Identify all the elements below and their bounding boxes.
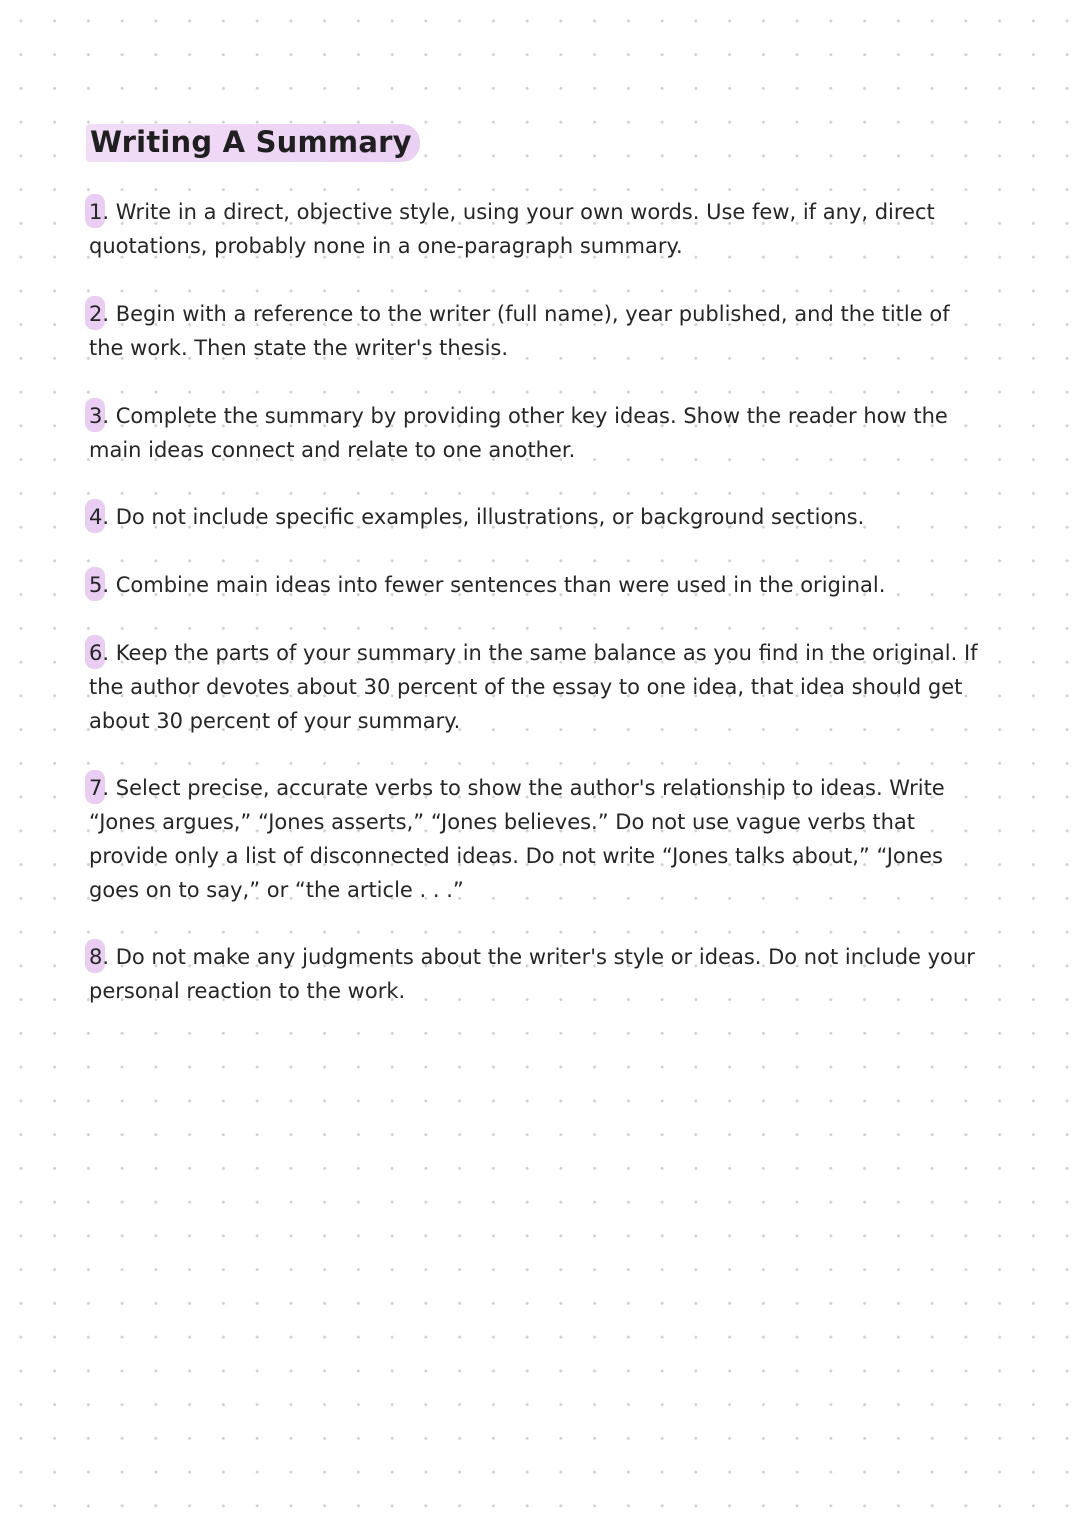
rule-number: 1. — [89, 195, 109, 229]
rule-text: Do not include specific examples, illustrations, or background sections. — [115, 505, 865, 529]
page-title: Writing A Summary — [86, 124, 420, 162]
rule-text: Write in a direct, objective style, using your own words. Use few, if any, direct quotations, probably none in a one-paragraph summary. — [89, 200, 935, 258]
rule-text: Select precise, accurate verbs to show the author's relationship to ideas. Write “Jones argues,” “Jones asserts,” “Jones believes.” Do not use vague verbs that provide only a list of disconnected ideas. Do not write “Jones talks about,” “Jones goes on to say,” or “the article . . .” — [89, 776, 945, 902]
rule-number: 6. — [89, 636, 109, 670]
summary-rule-6 — [89, 636, 989, 738]
rule-number: 8. — [89, 940, 109, 974]
rule-text: Do not make any judgments about the writer's style or ideas. Do not include your personal reaction to the work. — [89, 945, 975, 1003]
rule-number: 2. — [89, 297, 109, 331]
summary-rule-3 — [89, 399, 989, 467]
summary-rule-2 — [89, 297, 989, 365]
rule-number: 3. — [89, 399, 109, 433]
summary-rule-4 — [89, 500, 989, 534]
summary-rule-5 — [89, 568, 989, 602]
rule-text: Keep the parts of your summary in the same balance as you find in the original. If the author devotes about 30 percent of the essay to one idea, that idea should get about 30 percent of your summary. — [89, 641, 978, 733]
rule-number: 5. — [89, 568, 109, 602]
rule-text: Begin with a reference to the writer (full name), year published, and the title of the work. Then state the writer's thesis. — [89, 302, 950, 360]
rule-text: Combine main ideas into fewer sentences than were used in the original. — [115, 573, 886, 597]
summary-rule-8 — [89, 940, 989, 1008]
rule-text: Complete the summary by providing other key ideas. Show the reader how the main ideas connect and relate to one another. — [89, 404, 948, 462]
rule-number: 4. — [89, 500, 109, 534]
summary-rule-7 — [89, 771, 989, 907]
summary-rule-1 — [89, 195, 989, 263]
rule-number: 7. — [89, 771, 109, 805]
